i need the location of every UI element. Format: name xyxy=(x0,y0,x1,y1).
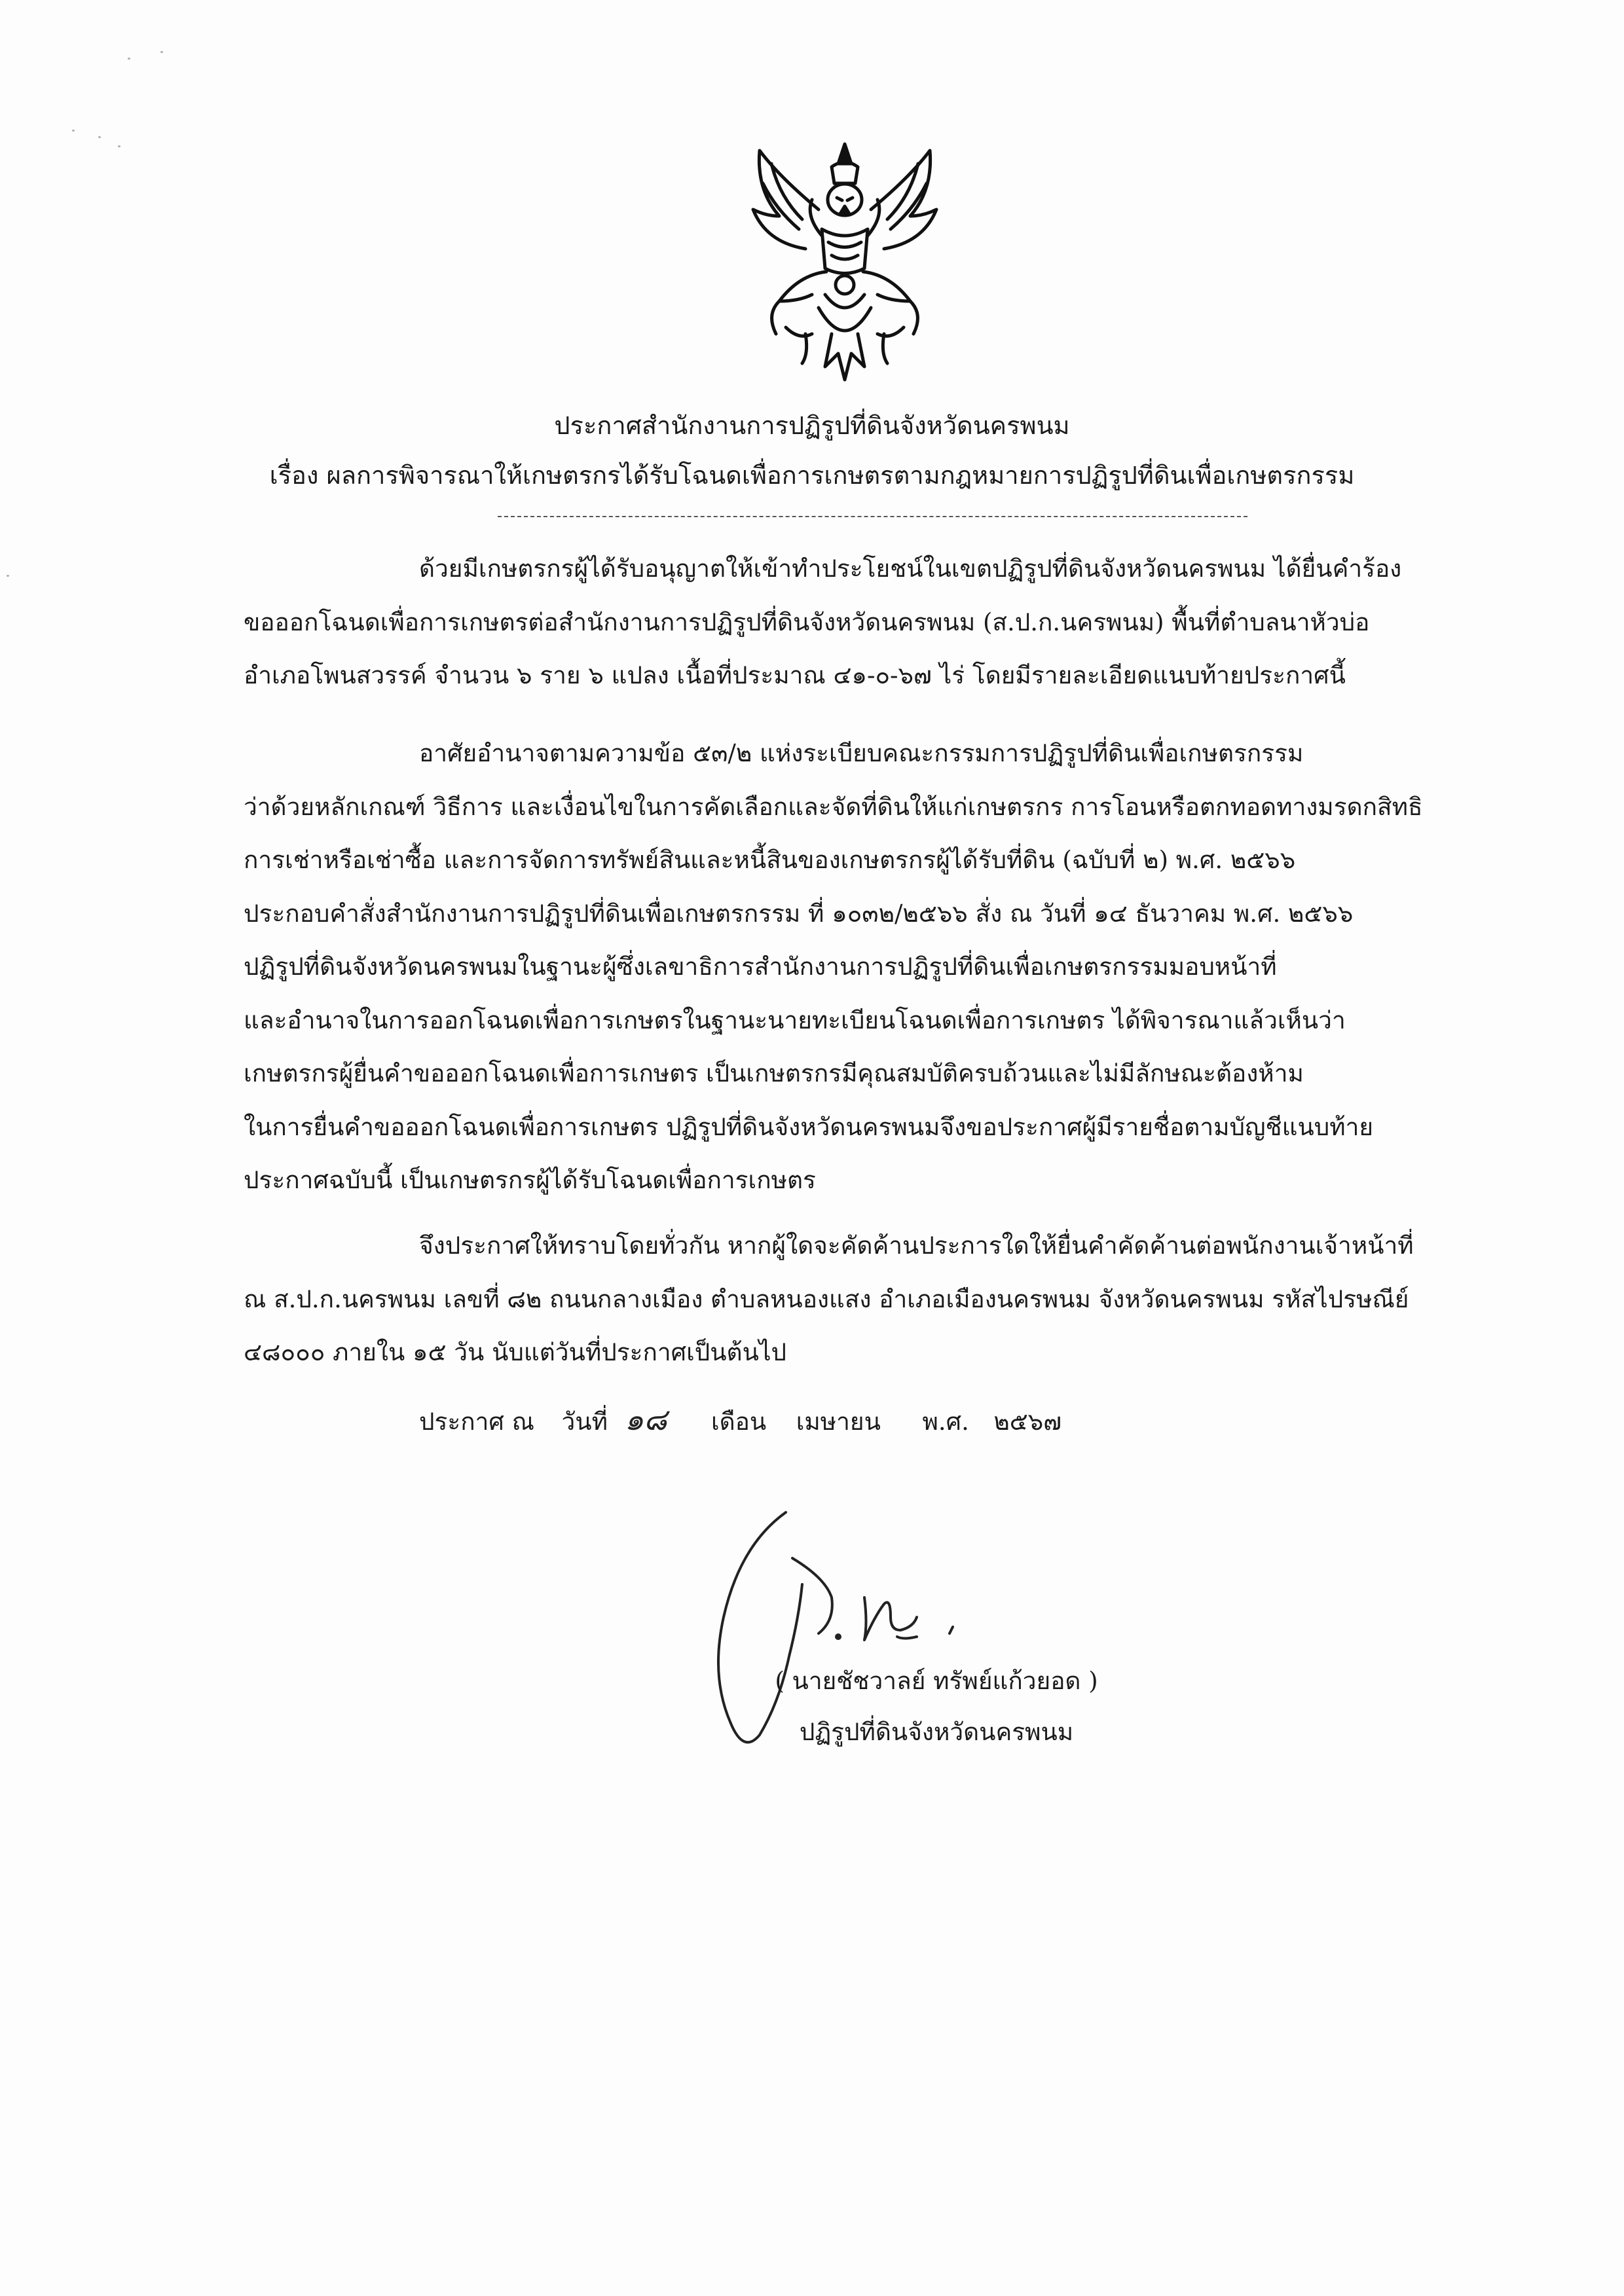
paragraph-line: อำเภอโพนสวรรค์ จำนวน ๖ ราย ๖ แปลง เนื้อที่ประมาณ ๔๑-๐-๖๗ ไร่ โดยมีรายละเอียดแนบท้ายประกาศนี้ xyxy=(244,661,1346,689)
paragraph-line: และอำนาจในการออกโฉนดเพื่อการเกษตรในฐานะนายทะเบียนโฉนดเพื่อการเกษตร ได้พิจารณาแล้วเห็นว่า xyxy=(244,1006,1346,1034)
paragraph-line: การเช่าหรือเช่าซื้อ และการจัดการทรัพย์สินและหนี้สินของเกษตรกรผู้ได้รับที่ดิน (ฉบับที่ ๒) พ.ศ. ๒๕๖๖ xyxy=(244,846,1296,874)
date-year: ๒๕๖๗ xyxy=(993,1408,1062,1436)
announcement-header xyxy=(196,401,1428,500)
scan-speck xyxy=(118,145,120,147)
paragraph-line: ปฏิรูปที่ดินจังหวัดนครพนมในฐานะผู้ซึ่งเลขาธิการสำนักงานการปฏิรูปที่ดินเพื่อเกษตรกรรมมอบหน้าที่ xyxy=(244,953,1277,981)
scan-speck xyxy=(160,51,163,53)
paragraph-line: ด้วยมีเกษตรกรผู้ได้รับอนุญาตให้เข้าทำประโยชน์ในเขตปฏิรูปที่ดินจังหวัดนครพนม ได้ยื่นคำร้อง xyxy=(419,555,1402,583)
announcement-title: ประกาศสำนักงานการปฏิรูปที่ดินจังหวัดนครพนม xyxy=(554,411,1070,440)
title-divider xyxy=(498,516,1247,517)
paragraph-line: ขอออกโฉนดเพื่อการเกษตรต่อสำนักงานการปฏิรูปที่ดินจังหวัดนครพนม (ส.ป.ก.นครพนม) พื้นที่ตำบลนาหัวบ่อ xyxy=(244,608,1370,636)
paragraph-line: อาศัยอำนาจตามความข้อ ๕๓/๒ แห่งระเบียบคณะกรรมการปฏิรูปที่ดินเพื่อเกษตรกรรม xyxy=(419,739,1304,767)
date-year-label: พ.ศ. xyxy=(922,1408,969,1436)
date-month: เมษายน xyxy=(796,1408,881,1436)
scan-speck xyxy=(98,136,101,138)
scan-speck xyxy=(128,58,130,60)
paragraph-line: เกษตรกรผู้ยื่นคำขอออกโฉนดเพื่อการเกษตร เป็นเกษตรกรมีคุณสมบัติครบถ้วนและไม่มีลักษณะต้องห้าม xyxy=(244,1059,1304,1087)
date-month-label: เดือน xyxy=(710,1408,767,1436)
date-day-label: วันที่ xyxy=(561,1408,608,1436)
scan-speck xyxy=(72,130,75,132)
paragraph-line: ประกาศฉบับนี้ เป็นเกษตรกรผู้ได้รับโฉนดเพื่อการเกษตร xyxy=(244,1166,816,1194)
paragraph-line: ในการยื่นคำขอออกโฉนดเพื่อการเกษตร ปฏิรูปที่ดินจังหวัดนครพนมจึงขอประกาศผู้มีรายชื่อตามบัญชีแนบท้าย xyxy=(244,1112,1374,1141)
paragraph-line: ณ ส.ป.ก.นครพนม เลขที่ ๘๒ ถนนกลางเมือง ตำบลหนองแสง อำเภอเมืองนครพนม จังหวัดนครพนม รหัสไปรษณีย์ xyxy=(244,1285,1409,1313)
signer-name: ( นายชัชวาลย์ ทรัพย์แก้วยอด ) xyxy=(775,1667,1098,1695)
paragraph-line: จึงประกาศให้ทราบโดยทั่วกัน หากผู้ใดจะคัดค้านประการใดให้ยื่นคำคัดค้านต่อพนักงานเจ้าหน้าที่ xyxy=(419,1231,1414,1260)
announcement-subject: เรื่อง ผลการพิจารณาให้เกษตรกรได้รับโฉนดเพื่อการเกษตรตามกฎหมายการปฏิรูปที่ดินเพื่อเกษตรกรรม xyxy=(269,461,1355,490)
signer-position: ปฏิรูปที่ดินจังหวัดนครพนม xyxy=(799,1718,1074,1746)
date-prefix: ประกาศ ณ xyxy=(419,1408,534,1436)
paragraph-1 xyxy=(244,542,1494,702)
paragraph-line: ว่าด้วยหลักเกณฑ์ วิธีการ และเงื่อนไขในการคัดเลือกและจัดที่ดินให้แก่เกษตรกร การโอนหรือตกทอดทางมรดกสิทธิ xyxy=(244,792,1423,821)
paragraph-line: ประกอบคำสั่งสำนักงานการปฏิรูปที่ดินเพื่อเกษตรกรรม ที่ ๑๐๓๒/๒๕๖๖ สั่ง ณ วันที่ ๑๔ ธันวาคม พ.ศ. ๒๕๖๖ xyxy=(244,899,1354,928)
paragraph-3 xyxy=(244,1219,1494,1379)
paragraph-line: ๔๘๐๐๐ ภายใน ๑๕ วัน นับแต่วันที่ประกาศเป็นต้นไป xyxy=(244,1338,786,1366)
date-day-handwritten: ๑๘ xyxy=(624,1402,667,1437)
paragraph-2 xyxy=(244,727,1494,1207)
announcement-date xyxy=(419,1393,1061,1448)
scan-speck xyxy=(7,575,9,577)
garuda-emblem-icon xyxy=(740,137,950,386)
